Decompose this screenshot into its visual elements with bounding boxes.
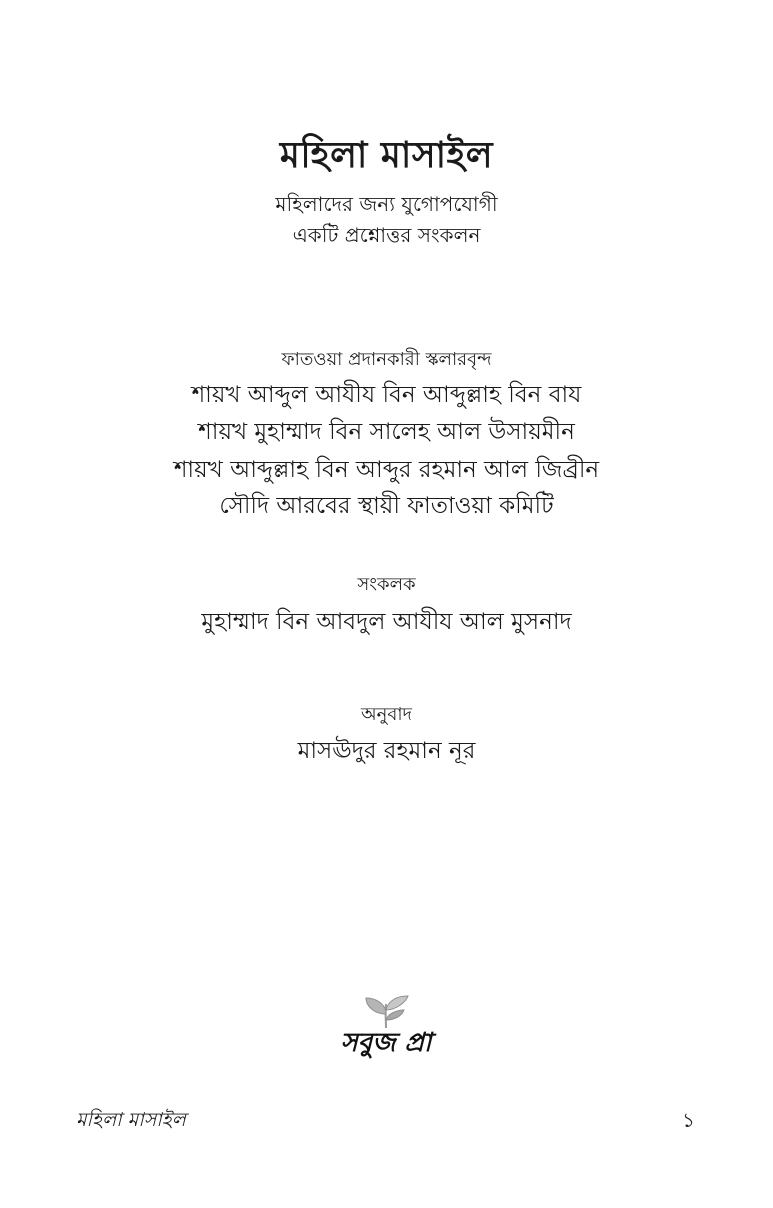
compiler-label: সংকলক (357, 574, 416, 595)
translator-label: অনুবাদ (360, 704, 413, 725)
book-subtitle-line-1: মহিলাদের জন্য যুগোপযোগী (275, 192, 498, 216)
scholar-name: সৌদি আরবের স্থায়ী ফাতাওয়া কমিটি (219, 493, 554, 519)
running-title: মহিলা মাসাইল (76, 1109, 186, 1131)
scholar-name: শায়খ মুহাম্মাদ বিন সালেহ আল উসায়মীন (198, 419, 575, 445)
compiler-name: মুহাম্মাদ বিন আবদুল আযীয আল মুসনাদ (201, 609, 572, 635)
scholar-name: শায়খ আব্দুল্লাহ বিন আব্দুর রহমান আল জিব্রীন (173, 457, 600, 483)
page-number: ১ (682, 1108, 695, 1132)
book-title: মহিলা মাসাইল (279, 134, 494, 176)
publisher-logo-text: সবুজ প্রা (340, 1028, 432, 1058)
scholar-name: শায়খ আব্দুল আযীয বিন আব্দুল্লাহ বিন বায (191, 382, 582, 408)
translator-name: মাসঊদুর রহমান নূর (297, 738, 476, 764)
fatwa-scholars-label: ফাতওয়া প্রদানকারী স্কলারবৃন্দ (281, 349, 492, 370)
publisher-logo (336, 994, 436, 1070)
book-subtitle-line-2: একটি প্রশ্নোত্তর সংকলন (292, 223, 481, 247)
